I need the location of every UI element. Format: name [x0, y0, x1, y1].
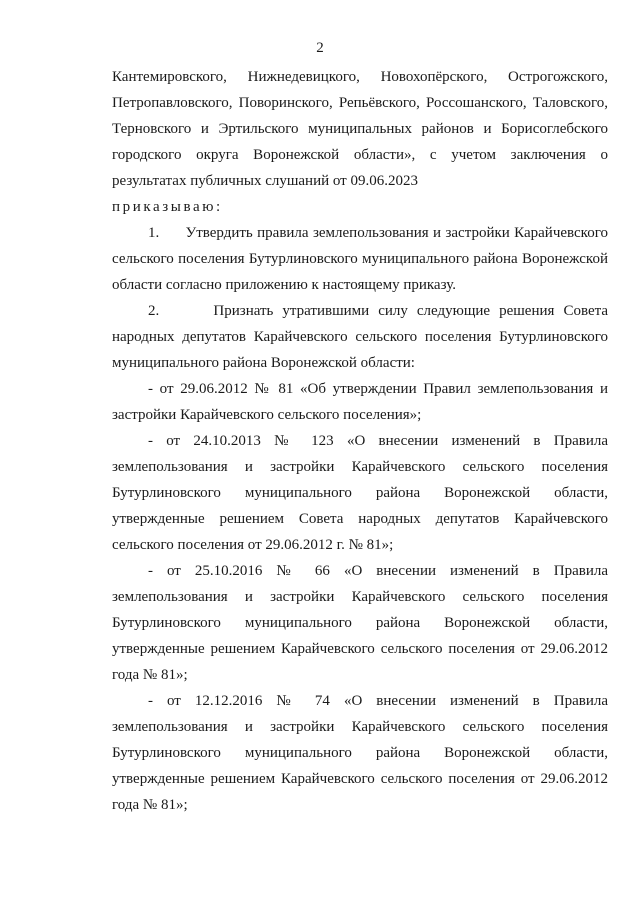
repealed-decision-3: - от 25.10.2016 № 66 «О внесении изменений в Правила землепользования и застройки Карайчевского сельского поселения Бутурлиновского муниципального района Воронежской области, утвержденные решением Карайчевского сельского поселения от 29.06.2012 года № 81»; — [112, 563, 608, 683]
document-body — [112, 64, 608, 818]
order-word: приказываю: — [112, 199, 223, 215]
intro-paragraph: Кантемировского, Нижнедевицкого, Новохопёрского, Острогожского, Петропавловского, Поворинского, Репьёвского, Россошанского, Таловского, Терновского и Эртильского муниципальных районов и Борисоглебского городского округа Воронежской области», с учетом заключения о результатах публичных слушаний от 09.06.2023 — [112, 69, 608, 189]
item-1-paragraph: 1. Утвердить правила землепользования и застройки Карайчевского сельского поселения Бутурлиновского муниципального района Воронежской области согласно приложению к настоящему приказу. — [112, 225, 608, 293]
item-2-paragraph: 2. Признать утратившими силу следующие решения Совета народных депутатов Карайчевского сельского поселения Бутурлиновского муниципального района Воронежской области: — [112, 303, 608, 371]
repealed-decision-4: - от 12.12.2016 № 74 «О внесении изменений в Правила землепользования и застройки Карайчевского сельского поселения Бутурлиновского муниципального района Воронежской области, утвержденные решением Карайчевского сельского поселения от 29.06.2012 года № 81»; — [112, 693, 608, 813]
repealed-decision-2: - от 24.10.2013 № 123 «О внесении изменений в Правила землепользования и застройки Карайчевского сельского поселения Бутурлиновского муниципального района Воронежской области, утвержденные решением Совета народных депутатов Карайчевского сельского поселения от 29.06.2012 г. № 81»; — [112, 433, 608, 553]
repealed-decision-1: - от 29.06.2012 № 81 «Об утверждении Правил землепользования и застройки Карайчевского сельского поселения»; — [112, 381, 608, 423]
page-number: 2 — [316, 40, 324, 56]
